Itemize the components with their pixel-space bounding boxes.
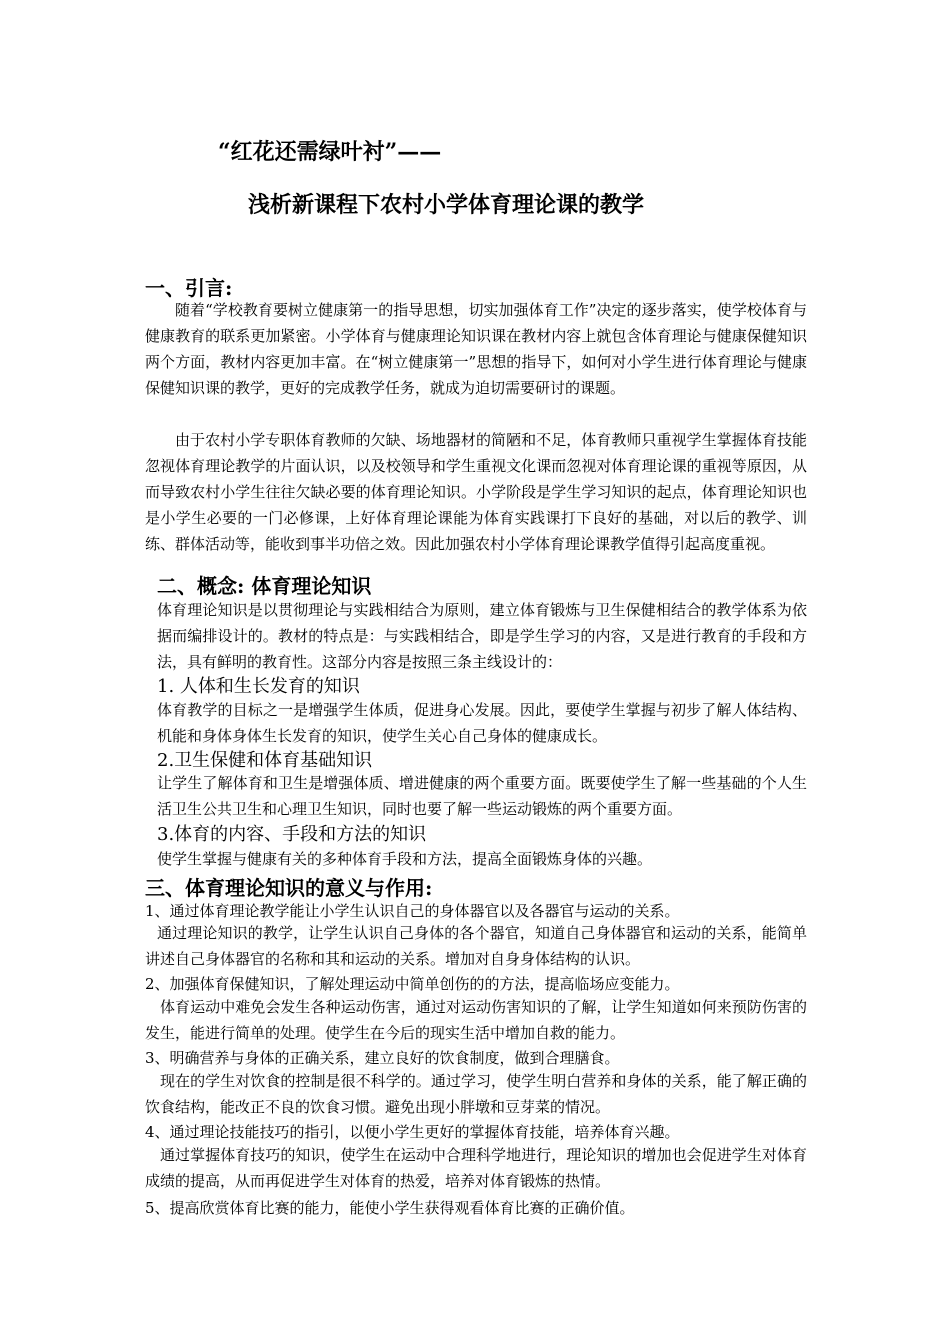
item-1-title: 1、通过体育理论教学能让小学生认识自己的身体器官以及各器官与运动的关系。 — [145, 902, 680, 920]
subsection-1-heading: 1. 人体和生长发育的知识 — [157, 676, 360, 697]
subsection-3-text: 使学生掌握与健康有关的多种体育手段和方法，提高全面锻炼身体的兴趣。 — [157, 850, 653, 868]
subsection-3-heading: 3.体育的内容、手段和方法的知识 — [157, 824, 427, 845]
section-1-heading: 一、引言: — [145, 276, 233, 300]
subsection-1-text: 体育教学的目标之一是增强学生体质，促进身心发展。因此，要使学生掌握与初步了解人体结构、机能和身体身体生长发育的知识，使学生关心自己身体的健康成长。 — [157, 701, 807, 745]
item-3-text: 现在的学生对饮食的控制是很不科学的。通过学习，使学生明白营养和身体的关系，能了解正确的饮食结构，能改正不良的饮食习惯。避免出现小胖墩和豆芽菜的情况。 — [145, 1072, 807, 1116]
section-2-heading: 二、概念: 体育理论知识 — [157, 574, 372, 598]
item-4-text: 通过掌握体育技巧的知识，使学生在运动中合理科学地进行，理论知识的增加也会促进学生对体育成绩的提高，从而再促进学生对体育的热爱，培养对体育锻炼的热情。 — [145, 1146, 807, 1190]
item-5-title: 5、提高欣赏体育比赛的能力，能使小学生获得观看体育比赛的正确价值。 — [145, 1199, 635, 1217]
title-line-1: “红花还需绿叶衬”—— — [218, 139, 442, 165]
subsection-2-text: 让学生了解体育和卫生是增强体质、增进健康的两个重要方面。既要使学生了解一些基础的个人生活卫生公共卫生和心理卫生知识，同时也要了解一些运动锻炼的两个重要方面。 — [157, 774, 807, 818]
section-1-paragraph-2: 由于农村小学专职体育教师的欠缺、场地器材的简陋和不足，体育教师只重视学生掌握体育技能忽视体育理论教学的片面认识，以及校领导和学生重视文化课而忽视对体育理论课的重视等原因，从而导致农村小学生往往欠缺必要的体育理论知识。小学阶段是学生学习知识的起点，体育理论知识也是小学生必要的一门必修课，上好体育理论课能为体育实践课打下良好的基础，对以后的教学、训练、群体活动等，能收到事半功倍之效。因此加强农村小学体育理论课教学值得引起高度重视。 — [145, 431, 807, 553]
section-3-heading: 三、体育理论知识的意义与作用: — [145, 876, 433, 900]
item-4-title: 4、通过理论技能技巧的指引，以便小学生更好的掌握体育技能，培养体育兴趣。 — [145, 1123, 680, 1141]
item-1-text: 通过理论知识的教学，让学生认识自己身体的各个器官，知道自己身体器官和运动的关系，能简单讲述自己身体器官的名称和其和运动的关系。增加对自身身体结构的认识。 — [145, 924, 807, 968]
item-2-text: 体育运动中难免会发生各种运动伤害，通过对运动伤害知识的了解，让学生知道如何来预防伤害的发生，能进行简单的处理。使学生在今后的现实生活中增加自救的能力。 — [145, 998, 807, 1042]
subsection-2-heading: 2.卫生保健和体育基础知识 — [157, 750, 373, 771]
title-line-2: 浅析新课程下农村小学体育理论课的教学 — [248, 192, 645, 218]
section-1-paragraph-1: 随着“学校教育要树立健康第一的指导思想，切实加强体育工作”决定的逐步落实，使学校体育与健康教育的联系更加紧密。小学体育与健康理论知识课在教材内容上就包含体育理论与健康保健知识两个方面，教材内容更加丰富。在“树立健康第一”思想的指导下，如何对小学生进行体育理论与健康保健知识课的教学，更好的完成教学任务，就成为迫切需要研讨的课题。 — [145, 301, 807, 397]
item-3-title: 3、明确营养与身体的正确关系，建立良好的饮食制度，做到合理膳食。 — [145, 1049, 620, 1067]
section-2-intro: 体育理论知识是以贯彻理论与实践相结合为原则，建立体育锻炼与卫生保健相结合的教学体系为依据而编排设计的。教材的特点是：与实践相结合，即是学生学习的内容，又是进行教育的手段和方法，具有鲜明的教育性。这部分内容是按照三条主线设计的： — [157, 601, 807, 671]
item-2-title: 2、加强体育保健知识，了解处理运动中简单创伤的的方法，提高临场应变能力。 — [145, 975, 680, 993]
